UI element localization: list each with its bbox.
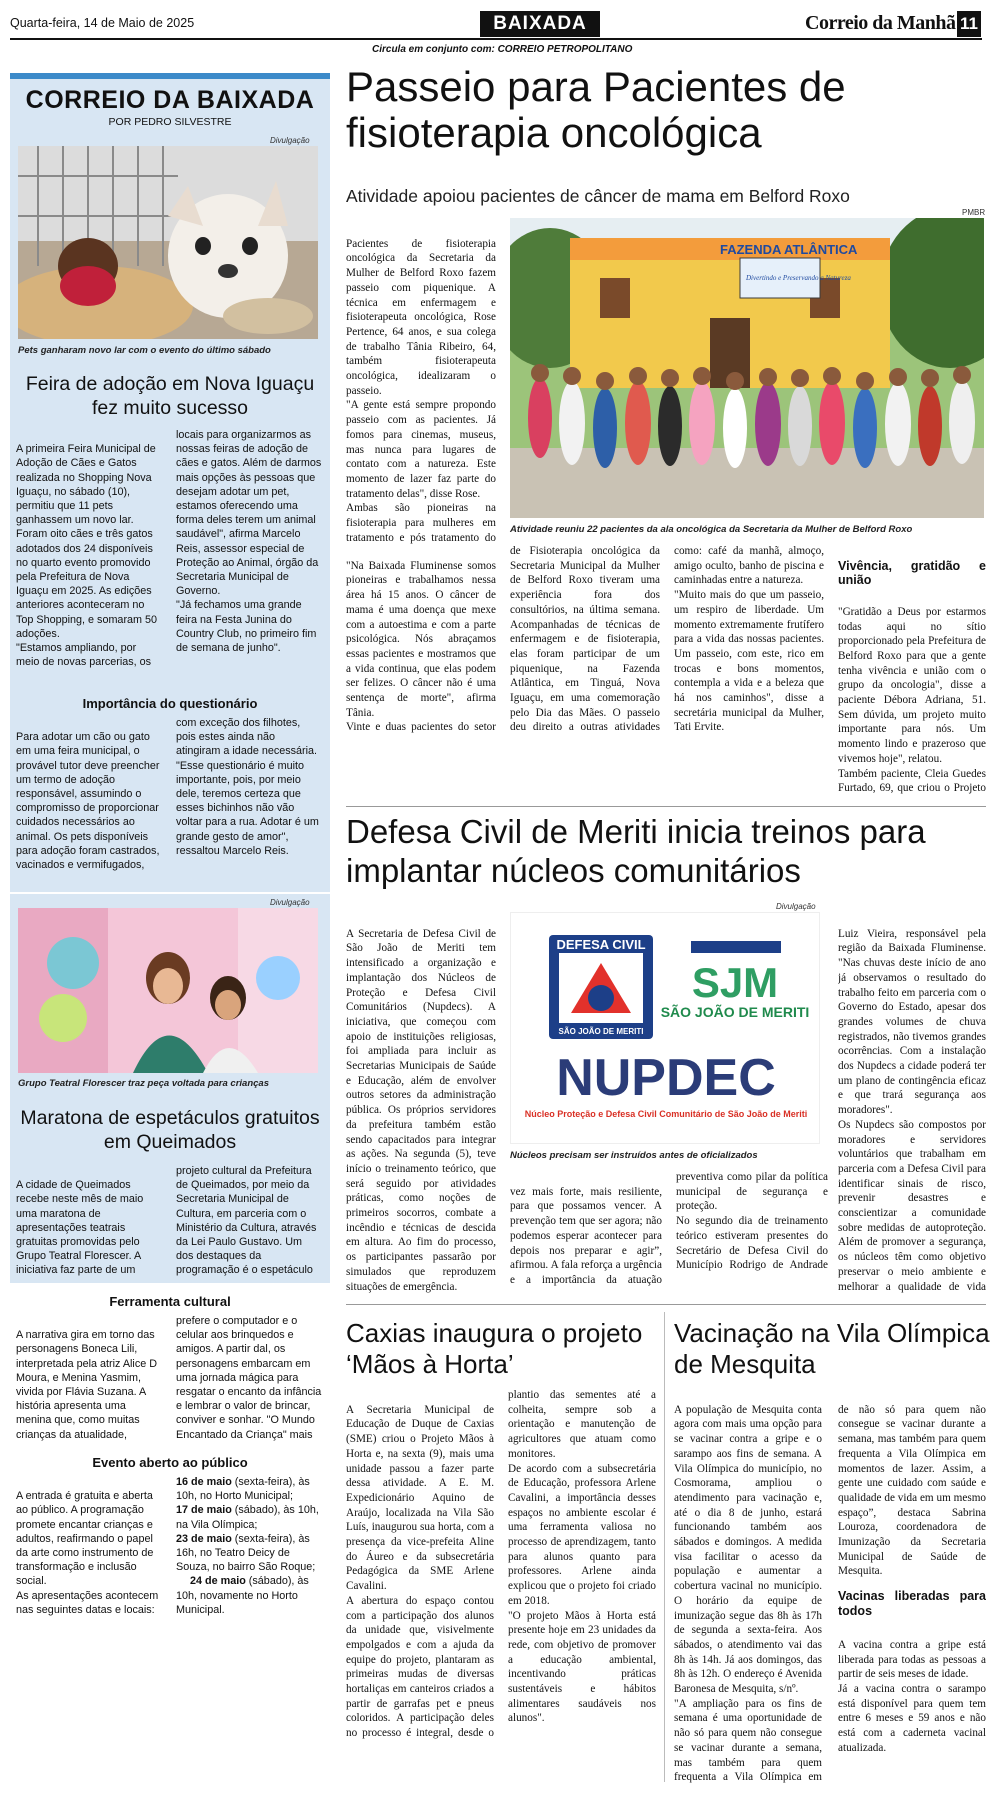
sidebar-byline: POR PEDRO SILVESTRE xyxy=(108,116,232,128)
main-body-right xyxy=(838,544,986,796)
schedule-item: 17 de maio (sábado), às 10h, na Vila Olímpica; xyxy=(176,1504,319,1531)
vacina-body xyxy=(674,1388,822,1786)
dc-logo-title: DEFESA CIVIL xyxy=(556,937,646,952)
main-deck: Atividade apoiou pacientes de câncer de mama em Belford Roxo xyxy=(346,186,850,206)
story1-body2 xyxy=(16,716,322,874)
story2-body xyxy=(16,1164,322,1282)
defesa-body-middle xyxy=(510,1170,828,1296)
vacina-headline: Vacinação na Vila Olímpica de Mesquita xyxy=(674,1318,990,1379)
defesa-body-left xyxy=(346,912,496,1296)
dc-logo-city: SÃO JOÃO DE MERITI xyxy=(558,1027,644,1036)
story1-subhead: Importância do questionário xyxy=(82,696,258,711)
nupdec-subtitle: Núcleo Proteção e Defesa Civil Comunitário de São João de Meriti xyxy=(524,1109,808,1119)
sidebar-title: CORREIO DA BAIXADA xyxy=(25,86,315,114)
story2-body-text: A cidade de Queimados recebe neste mês de maio uma maratona de apresentações teatrais gratuitas promovidas pelo Grupo Teatral Florescer. A iniciativa faz parte de um projeto cultural da Prefeitura de Queimados, por meio da Secretaria Municipal de Cultura, em parceria com o Ministério da Cultura, através da Lei Paulo Gustavo. Um dos destaques da programação é o espetáculo xyxy=(16,1165,317,1277)
photo-credit: Divulgação xyxy=(776,902,816,911)
photo-credit: Divulgação xyxy=(270,898,310,907)
sidebar-divider xyxy=(10,892,330,894)
pets-photo-image xyxy=(18,146,318,339)
section-label: BAIXADA xyxy=(480,11,600,37)
sign-subtext: Divertindo e Preservando a Natureza xyxy=(746,274,851,282)
caxias-body-text: A Secretaria Municipal de Educação de Duque de Caxias (SME) criou o Projeto Mãos à Horta e, na sexta (9), mais uma unidade passou a fazer parte dessa atividade. A E. M. Expedicionário Aquino de Araújo, localizada na Vila São Luís, inaugurou sua horta, com a presença da vice-prefeita Aline do Áureo e da subsecretária Pedagógica da SME Arlene Cavalini. A abertura do espaço contou com a participação dos alunos da unidade que, visivelmente empolgados e com a ajuda da equipe do projeto, plantaram as primeiras mudas de diversas hortaliças em canteiros criados a partir de garrafas pet e pneus coloridos. A participação deles no processo é integral, desde o plantio das sementes até a colheita, sempre sob a orientação e manutenção de agricultores que atuam como monitores. De acordo com a subsecretária de Educação, professora Arlene Cavalini, a importância desses espaços no ambiente escolar é uma ferramenta valiosa no processo de aprendizagem, tanto para alunos quanto para professores. Arlene ainda explicou que o projeto foi criado em 2018. "O projeto Mãos à Horta está presente hoje em 23 unidades da rede, com objetivo de promover a educação ambiental, incentivando práticas sustentáveis e hábitos alimentares saudáveis nos alunos". xyxy=(346,1389,656,1740)
group-photo-image xyxy=(510,218,984,518)
section-rule xyxy=(346,806,986,807)
nupdec-logo-panel xyxy=(510,912,820,1144)
story2-body2-text: A narrativa gira em torno das personagens Boneca Lili, interpretada pela atriz Alice D Moura, e Menina Yasmim, vivida por Flávia Suzana. A história apresenta uma menina que, como muitas crianças da atualidade, prefere o computador e o celular aos brinquedos e amigos. A partir dal, os personagens embarcam em uma jornada mágica para resgatar o encanto da infância e lembrar o valor de brincar, conviver e sonhar. "O Mundo Encantado da Criança" mais xyxy=(16,1315,322,1441)
main-body-left xyxy=(346,222,496,544)
main-body-right-text: "Gratidão a Deus por estarmos todas aqui no sítio proporcionado pela Prefeitura de Belford Roxo para que a gente tenha vivência e união com o grupo da oncologia", disse a paciente Débora Adriana, 51. Sem dúvida, um projeto muito importante para nós. Um momento lindo e prazeroso que vivemos hoje", relatou. Também paciente, Cleia Guedes Furtado, 69, que criou o Projeto xyxy=(838,605,986,795)
sidebar-top-bar xyxy=(10,73,330,79)
column-rule xyxy=(664,1312,665,1782)
vacina-body-text: A população de Mesquita conta agora com mais uma opção para se vacinar contra a gripe e o sarampo aos fins de semana. A Vila Olímpica do município, no Cosmorama, ampliou o atendimento para vacinação e, até o dia 8 de junho, estará funcionando também aos sábados e domingos. A medida visa facilitar o acesso da população e aumentar a cobertura vacinal no município. O horário da equipe de imunização segue das 8h às 17h de segunda a sexta-feira. Aos sábados, o atendimento vai das 8h às 14h. Já aos domingos, das 8h às 12h. O endereço é Avenida Baronesa de Mesquita, s/nº. "A ampliação para os fins de semana é uma oportunidade de não só para quem não consegue se vacinar durante a semana, mas também para quem frequenta a Vila Olímpica em xyxy=(674,1403,822,1784)
schedule-item: 23 de maio (sexta-feira), às 16h, no Teatro Deicy de Souza, no bairro São Roque; xyxy=(176,1532,316,1574)
nupdec-caption: Núcleos precisam ser instruídos antes de oficializados xyxy=(510,1150,758,1161)
schedule-list xyxy=(176,1475,324,1617)
story2-subhead-2: Evento aberto ao público xyxy=(92,1455,248,1470)
caxias-body xyxy=(346,1388,656,1786)
defesa-headline: Defesa Civil de Meriti inicia treinos para implantar núcleos comunitários xyxy=(346,813,926,889)
sign-text: FAZENDA ATLÂNTICA xyxy=(720,242,858,257)
pets-photo xyxy=(18,146,318,339)
defesa-body-right-text: Luiz Vieira, responsável pela região da Baixada Fluminense. "Nas chuvas deste início de ano já observamos o resultado do trabalho feito em parceria com o Governo do Estado, apesar dos grandes volumes de chuva registrados, não tivemos grandes ocorrências. Com a instalação dos Nupdecs a cidade poderá ter um plano de contingência eficaz e que trará segurança aos moradores". Os Nupdecs são compostos por moradores e servidores voluntários que trabalham em parceria com a Defesa Civil para identificar sinais de risco, prevenir desastres e conscientizar a comunidade sobre medidas de autoproteção. Além de promover a segurança, os núcleos têm como objetivo preservar o meio ambiente e melhorar a qualidade de vida xyxy=(838,927,986,1293)
story2-body2 xyxy=(16,1314,322,1448)
defesa-body-right xyxy=(838,912,986,1296)
section-rule xyxy=(346,1304,986,1305)
story2-headline: Maratona de espetáculos gratuitos em Queimados xyxy=(20,1107,320,1153)
schedule-item: 16 de maio (sexta-feira), às 10h, no Horto Municipal; xyxy=(176,1476,310,1503)
sjm-logo-name: SÃO JOÃO DE MERITI xyxy=(660,1004,810,1020)
story1-body2-text: Para adotar um cão ou gato em uma feira municipal, o provável tutor deve preencher um termo de adoção responsável, assumindo o compromisso de proporcionar cuidados necessários ao animal. Os pets disponíveis para adoção foram castrados, vacinados e vermifugados, com exceção dos filhotes, pois estes ainda não atingiram a idade necessária. "Esse questionário é muito importante, pois, por meio dele, teremos certeza que esses bichinhos não vão voltar para a rua. Adotar é um grande gesto de amor", ressaltou Marcelo Reis. xyxy=(16,717,319,872)
vacina-subhead: Vacinas liberadas para todos xyxy=(838,1589,986,1619)
story1-body xyxy=(16,428,322,672)
story1-body-text: A primeira Feira Municipal de Adoção de Cães e Gatos realizada no Shopping Nova Iguaçu, no sábado (10), permitiu que 11 pets ganhassem um novo lar. Foram oito cães e três gatos adotados dos 24 disponíveis no quarto evento promovido pela Prefeitura de Nova Iguaçu em 2025. As edições anteriores aconteceram no Top Shopping, e somaram 50 adoções. "Estamos ampliando, por meio de novas parcerias, os locais para organizarmos as nossas feiras de adoção de cães e gatos. Além de darmos mais opções às pessoas que desejam adotar um pet, estamos oferecendo uma forma deles terem um animal saudável", afirma Marcelo Reis, assessor especial de Proteção ao Animal, órgão da Secretaria Municipal de Governo. "Já fechamos uma grande feira na Festa Junina do Country Club, no primeiro fim de semana de junho". xyxy=(16,429,322,669)
photo-credit: PMBR xyxy=(962,208,986,217)
page-number: 11 xyxy=(957,11,981,37)
vacina-body2-text: A vacina contra a gripe está liberada para todas as pessoas a partir de seis meses de idade. Já a vacina contra o sarampo está disponível para quem tem entre 6 meses e 59 anos e não está com a caderneta vacinal atualizada. xyxy=(838,1638,986,1754)
main-subhead-inline: Vivência, gratidão e união xyxy=(838,558,986,588)
defesa-body-left-text: A Secretaria de Defesa Civil de São João de Meriti tem intensificado a organização e implantação dos Núcleos de Proteção e Defesa Civil Comunitários (Nupdecs). A iniciativa, que começou com apoio de instituições religiosas, foi ampliada para incluir as Secretarias Municipais de Saúde e Educação, além de envolver outros setores da administração pública. Os próprios servidores da prefeitura também estão sendo capacitados para integrar as ações. Na segunda (5), teve início o treinamento teórico, que será seguido por atividades práticas, como noções de primeiros socorros, combate a incêndio e técnicas de descida em altura. Ao fim do processo, os participantes passarão por simulados que reproduzem situações de emergência. xyxy=(346,927,496,1293)
story2-subhead-1: Ferramenta cultural xyxy=(109,1294,231,1309)
story1-headline: Feira de adoção em Nova Iguaçu fez muito sucesso xyxy=(25,373,315,419)
group-photo xyxy=(510,218,984,518)
vacina-body-right xyxy=(838,1388,986,1786)
theater-photo-image xyxy=(18,908,318,1073)
schedule-item: 24 de maio (sábado), às 10h, novamente no Horto Municipal. xyxy=(176,1575,309,1616)
main-headline: Passeio para Pacientes de fisioterapia oncológica xyxy=(346,63,846,156)
header-date: Quarta-feira, 14 de Maio de 2025 xyxy=(10,16,195,30)
vacina-body-right-text: de não só para quem não consegue se vacinar durante a semana, mas também para quem frequenta a Vila Olímpica em momentos de lazer. Assim, a gente une cuidado com saúde e qualidade de vida em um mesmo espaço”, destaca Sabrina Louroza, coordenadora de Imunização da Secretaria Municipal de Saúde de Mesquita. xyxy=(838,1403,986,1578)
main-body-bottom-text: "Na Baixada Fluminense somos pioneiras e trabalhamos nessa área há 15 anos. O câncer de mama é uma doença que mexe com a autoestima e com a parte psicológica. Nós abraçamos essas pacientes e mostramos que a vida continua, que elas podem ser felizes. O câncer não é uma sentença de morte", afirma Tânia. Vinte e duas pacientes do setor de Fisioterapia oncológica da Secretaria Municipal da Mulher de Belford Roxo tiveram uma experiência fora dos consultórios, na última semana. Acompanhadas de técnicas de enfermagem e de fisioterapia, elas foram participar de um piquenique, na Fazenda Atlântica, em Tinguá, Nova Iguaçu, em uma comemoração pelo Dia das Mães. O passeio deu direito a outras atividades como: café da manhã, almoço, amigo oculto, banho de piscina e caminhadas entre a natureza. "Muito mais do que um passeio, um respiro de liberdade. Um momento extremamente frutífero para a vida das nossas pacientes. Um passeio, com este, rico em trocas e bons momentos, contempla a vida e a beleza que há nos caminhos", disse a secretária municipal da Mulher, Tati Ervite. xyxy=(346,545,824,734)
main-body-left-text: Pacientes de fisioterapia oncológica da Secretaria da Mulher de Belford Roxo fazem passeio com piquenique. A técnica em enfermagem e fisioterapeuta oncológica, Rose Pertence, 64 anos, e sua colega de trabalho Tânia Ribeiro, 64, também fisioterapeuta oncológica, idealizaram o passeio. "A gente está sempre propondo passeio com as pacientes. Já fomos para cinemas, museus, mas nunca para lugares de contato com a natureza. Este momento de lazer faz parte do tratamento delas", disse Rose. Ambas são pioneiras na fisioterapia para mulheres em tratamento e pós tratamento do xyxy=(346,237,496,544)
brand-logo: Correio da Manhã xyxy=(805,12,956,34)
pets-photo-caption: Pets ganharam novo lar com o evento do último sábado xyxy=(18,345,271,356)
photo-credit: Divulgação xyxy=(270,136,310,145)
story2-body3 xyxy=(16,1475,164,1775)
defesa-body-middle-text: vez mais forte, mais resiliente, para que possamos vencer. A prevenção tem que ser agora; não podemos esperar acontecer para depois nos preparar e agir”, afirmou. A fala reforça a urgência e a importância da atuação preventiva como pilar da política municipal de segurança e proteção. No segundo dia de treinamento teórico estiveram presentes do Secretário de Defesa Civil do Município Rodrigo de Andrade xyxy=(510,1171,828,1286)
nupdec-wordmark: NUPDEC xyxy=(556,1049,776,1107)
circulation-note: Circula em conjunto com: CORREIO PETROPOLITANO xyxy=(372,44,633,55)
header-rule xyxy=(10,38,982,40)
main-body-bottom xyxy=(346,544,824,796)
story2-body3-text: A entrada é gratuita e aberta ao público. A programação promete encantar crianças e adultos, reafirmando o papel da arte como instrumento de transformação e inclusão social. As apresentações acontecem nas seguintes datas e locais: xyxy=(16,1490,159,1616)
sjm-logo: SJM xyxy=(691,959,779,1006)
caxias-headline: Caxias inaugura o projeto ‘Mãos à Horta’ xyxy=(346,1318,643,1379)
theater-photo-caption: Grupo Teatral Florescer traz peça voltada para crianças xyxy=(18,1078,269,1089)
group-photo-caption: Atividade reuniu 22 pacientes da ala oncológica da Secretaria da Mulher de Belford Roxo xyxy=(510,524,913,535)
nupdec-logos xyxy=(511,913,820,1144)
theater-photo xyxy=(18,908,318,1073)
